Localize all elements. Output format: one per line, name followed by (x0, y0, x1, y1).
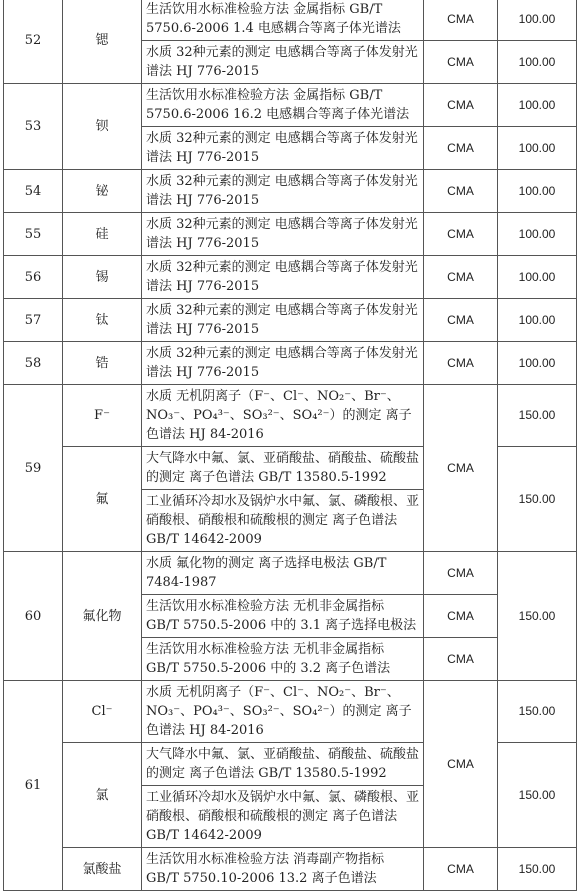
item-name: 钛 (63, 299, 142, 342)
price-cell: 150.00 (498, 848, 577, 891)
item-name: 氟 (63, 447, 142, 552)
table-row (4, 0, 577, 41)
method-cell: 水质 无机阴离子（F⁻、Cl⁻、NO₂⁻、Br⁻、NO₃⁻、PO₄³⁻、SO₃²⁻、SO₄²⁻）的测定 离子色谱法 HJ 84-2016 (142, 681, 424, 743)
item-name: 硅 (63, 213, 142, 256)
cma-cell: CMA (424, 638, 498, 681)
cma-cell: CMA (424, 385, 498, 552)
row-number: 59 (4, 385, 63, 552)
row-number: 52 (4, 0, 63, 84)
method-cell: 水质 32种元素的测定 电感耦合等离子体发射光谱法 HJ 776-2015 (142, 41, 424, 84)
method-cell: 水质 32种元素的测定 电感耦合等离子体发射光谱法 HJ 776-2015 (142, 299, 424, 342)
price-cell: 100.00 (498, 127, 577, 170)
cma-cell: CMA (424, 552, 498, 595)
table-row (4, 84, 577, 127)
price-cell: 100.00 (498, 299, 577, 342)
item-name: 锶 (63, 0, 142, 84)
row-number: 54 (4, 170, 63, 213)
price-cell: 150.00 (498, 385, 577, 447)
price-cell: 100.00 (498, 41, 577, 84)
cma-cell: CMA (424, 681, 498, 848)
cma-cell: CMA (424, 170, 498, 213)
method-cell: 水质 32种元素的测定 电感耦合等离子体发射光谱法 HJ 776-2015 (142, 256, 424, 299)
table-row (4, 170, 577, 213)
row-number: 56 (4, 256, 63, 299)
table-row (4, 848, 577, 891)
method-cell: 生活饮用水标准检验方法 消毒副产物指标 GB/T 5750.10-2006 13.2 离子色谱法 (142, 848, 424, 891)
cma-cell: CMA (424, 595, 498, 638)
price-cell: 100.00 (498, 170, 577, 213)
item-name: 锆 (63, 342, 142, 385)
cma-cell: CMA (424, 299, 498, 342)
table-row (4, 299, 577, 342)
method-cell: 工业循环冷却水及锅炉水中氟、氯、磷酸根、亚硝酸根、硝酸根和硫酸根的测定 离子色谱法 GB/T 14642-2009 (142, 490, 424, 552)
cma-cell: CMA (424, 127, 498, 170)
method-cell: 大气降水中氟、氯、亚硝酸盐、硝酸盐、硫酸盐的测定 离子色谱法 GB/T 13580.5-1992 (142, 743, 424, 786)
row-number: 53 (4, 84, 63, 170)
table-row (4, 681, 577, 743)
method-cell: 水质 无机阴离子（F⁻、Cl⁻、NO₂⁻、Br⁻、NO₃⁻、PO₄³⁻、SO₃²⁻、SO₄²⁻）的测定 离子色谱法 HJ 84-2016 (142, 385, 424, 447)
price-cell: 100.00 (498, 342, 577, 385)
price-cell: 100.00 (498, 0, 577, 41)
item-name: F⁻ (63, 385, 142, 447)
item-name: Cl⁻ (63, 681, 142, 743)
price-cell: 150.00 (498, 743, 577, 848)
item-name: 铋 (63, 170, 142, 213)
test-method-table (3, 0, 577, 891)
row-number: 58 (4, 342, 63, 385)
cma-cell: CMA (424, 0, 498, 41)
method-cell: 生活饮用水标准检验方法 无机非金属指标 GB/T 5750.5-2006 中的 3.2 离子色谱法 (142, 638, 424, 681)
method-cell: 水质 32种元素的测定 电感耦合等离子体发射光谱法 HJ 776-2015 (142, 342, 424, 385)
table-row (4, 342, 577, 385)
method-cell: 水质 32种元素的测定 电感耦合等离子体发射光谱法 HJ 776-2015 (142, 127, 424, 170)
method-cell: 生活饮用水标准检验方法 金属指标 GB/T 5750.6-2006 16.2 电感耦合等离子体光谱法 (142, 84, 424, 127)
price-cell: 100.00 (498, 213, 577, 256)
price-cell: 150.00 (498, 681, 577, 743)
table-row (4, 552, 577, 595)
cma-cell: CMA (424, 256, 498, 299)
item-name: 氯酸盐 (63, 848, 142, 891)
method-cell: 生活饮用水标准检验方法 无机非金属指标 GB/T 5750.5-2006 中的 3.1 离子选择电极法 (142, 595, 424, 638)
row-number: 55 (4, 213, 63, 256)
row-number: 60 (4, 552, 63, 681)
price-cell: 150.00 (498, 447, 577, 552)
cma-cell: CMA (424, 84, 498, 127)
price-cell: 100.00 (498, 84, 577, 127)
method-cell: 水质 32种元素的测定 电感耦合等离子体发射光谱法 HJ 776-2015 (142, 213, 424, 256)
method-cell: 生活饮用水标准检验方法 金属指标 GB/T 5750.6-2006 1.4 电感耦合等离子体光谱法 (142, 0, 424, 41)
item-name: 氟化物 (63, 552, 142, 681)
method-cell: 工业循环冷却水及锅炉水中氟、氯、磷酸根、亚硝酸根、硝酸根和硫酸根的测定 离子色谱法 GB/T 14642-2009 (142, 786, 424, 848)
cma-cell: CMA (424, 342, 498, 385)
table-row (4, 213, 577, 256)
row-number: 61 (4, 681, 63, 891)
price-cell: 150.00 (498, 552, 577, 681)
item-name: 钡 (63, 84, 142, 170)
item-name: 氯 (63, 743, 142, 848)
cma-cell: CMA (424, 213, 498, 256)
method-cell: 水质 32种元素的测定 电感耦合等离子体发射光谱法 HJ 776-2015 (142, 170, 424, 213)
table-row (4, 385, 577, 447)
table-row (4, 256, 577, 299)
row-number: 57 (4, 299, 63, 342)
cma-cell: CMA (424, 41, 498, 84)
method-cell: 水质 氟化物的测定 离子选择电极法 GB/T 7484-1987 (142, 552, 424, 595)
cma-cell: CMA (424, 848, 498, 891)
item-name: 锡 (63, 256, 142, 299)
method-cell: 大气降水中氟、氯、亚硝酸盐、硝酸盐、硫酸盐的测定 离子色谱法 GB/T 13580.5-1992 (142, 447, 424, 490)
price-cell: 100.00 (498, 256, 577, 299)
